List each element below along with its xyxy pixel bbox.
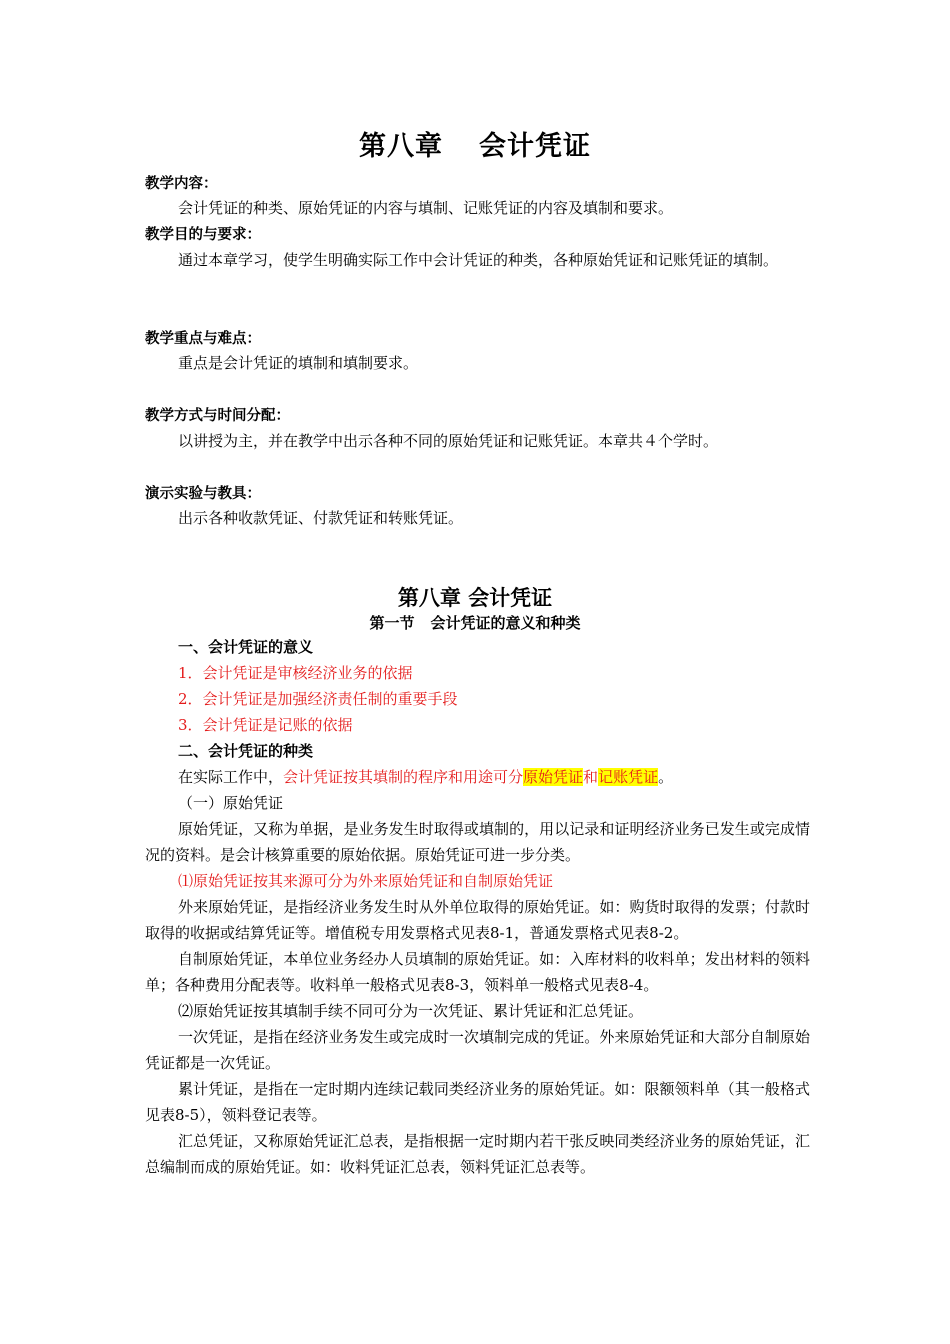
section-number: 第一节 (369, 614, 415, 632)
s2-intro-red: 会计凭证按其填制的程序和用途可分 (283, 768, 524, 786)
chapter-number: 第八章 (359, 131, 443, 162)
s1-heading: 一、会计凭证的意义 (178, 638, 314, 656)
content-label: 教学内容： (145, 176, 218, 192)
category2-heading: ⑵原始凭证按其填制手续不同可分为一次凭证、累计凭证和汇总凭证。 (178, 1002, 644, 1020)
section-heading (0, 612, 950, 633)
paragraph-summary: 汇总凭证，又称原始凭证汇总表，是指根据一定时期内若干张反映同类经济业务的原始凭证，汇总编制而成的原始凭证。如：收料凭证汇总表，领料凭证汇总表等。 (145, 1132, 810, 1176)
highlight-bookkeeping: 记账凭证 (598, 768, 659, 786)
s2-intro-and: 和 (583, 768, 599, 786)
demo-text: 出示各种收款凭证、付款凭证和转账凭证。 (178, 509, 464, 527)
paragraph-external: 外来原始凭证，是指经济业务发生时从外单位取得的原始凭证。如：购货时取得的发票；付款时取得的收据或结算凭证等。增值税专用发票格式见表8-1，普通发票格式见表8-2。 (145, 898, 810, 942)
method-text: 以讲授为主，并在教学中出示各种不同的原始凭证和记账凭证。本章共４个学时。 (178, 432, 719, 450)
chapter-title: 会计凭证 (479, 131, 591, 162)
demo-label: 演示实验与教具： (145, 486, 261, 502)
paragraph-internal: 自制原始凭证，本单位业务经办人员填制的原始凭证。如：入库材料的收料单；发出材料的领料单；各种费用分配表等。收料单一般格式见表8-3，领料单一般格式见表8-4。 (145, 950, 810, 994)
list-item: 3．会计凭证是记账的依据 (178, 716, 353, 734)
chapter-heading: 第八章 会计凭证 (397, 586, 553, 610)
section-body (145, 634, 810, 1180)
content-text: 会计凭证的种类、原始凭证的内容与填制、记账凭证的内容及填制和要求。 (178, 199, 674, 217)
page-title (0, 124, 950, 163)
list-item: 2．会计凭证是加强经济责任制的重要手段 (178, 690, 458, 708)
category1-heading: ⑴原始凭证按其来源可分为外来原始凭证和自制原始凭证 (178, 872, 554, 890)
section-title: 会计凭证的意义和种类 (430, 614, 581, 632)
key-text: 重点是会计凭证的填制和填制要求。 (178, 354, 419, 372)
method-label: 教学方式与时间分配： (145, 408, 290, 424)
list-item: 1．会计凭证是审核经济业务的依据 (178, 664, 413, 682)
goal-text: 通过本章学习，使学生明确实际工作中会计凭证的种类，各种原始凭证和记账凭证的填制。 (178, 251, 779, 269)
s2-intro-end: 。 (658, 768, 674, 786)
sub1-heading: （一）原始凭证 (178, 794, 284, 812)
key-label: 教学重点与难点： (145, 331, 261, 347)
paragraph-cumulative: 累计凭证，是指在一定时期内连续记载同类经济业务的原始凭证。如：限额领料单（其一般格式见表8-5），领料登记表等。 (145, 1080, 810, 1124)
highlight-original: 原始凭证 (523, 768, 584, 786)
paragraph-once: 一次凭证，是指在经济业务发生或完成时一次填制完成的凭证。外来原始凭证和大部分自制原始凭证都是一次凭证。 (145, 1028, 810, 1072)
s2-intro-prefix: 在实际工作中， (178, 768, 284, 786)
goal-label: 教学目的与要求： (145, 227, 261, 243)
paragraph-original: 原始凭证，又称为单据，是业务发生时取得或填制的，用以记录和证明经济业务已发生或完成情况的资料。是会计核算重要的原始依据。原始凭证可进一步分类。 (145, 820, 810, 864)
s2-intro (145, 764, 810, 790)
s2-heading: 二、会计凭证的种类 (178, 742, 314, 760)
